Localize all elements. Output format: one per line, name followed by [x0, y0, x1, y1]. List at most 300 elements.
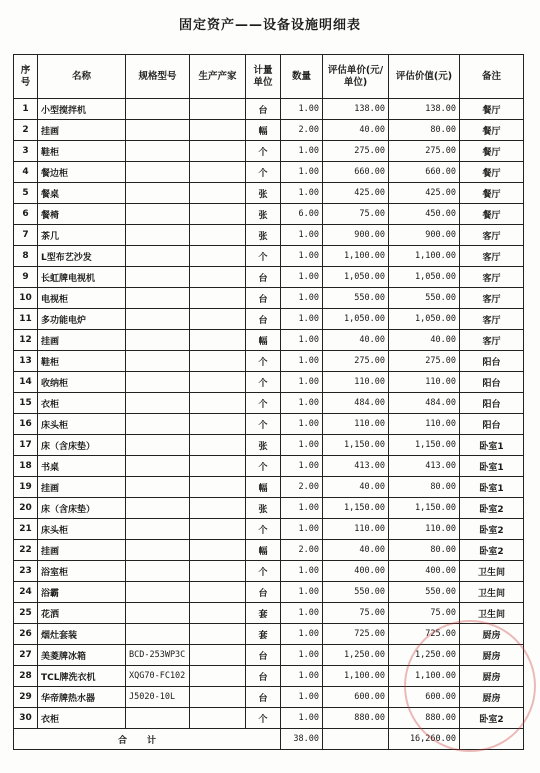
- cell-unit: 套: [246, 603, 281, 624]
- cell-unit-price: 1,150.00: [323, 498, 389, 519]
- cell-remark: 阳台: [460, 351, 524, 372]
- cell-unit: 幅: [246, 120, 281, 141]
- cell-value: 900.00: [389, 225, 460, 246]
- cell-remark: 客厅: [460, 330, 524, 351]
- cell-spec: [126, 162, 190, 183]
- cell-maker: [190, 435, 246, 456]
- cell-remark: 厨房: [460, 645, 524, 666]
- cell-name: 床（含床垫）: [38, 498, 126, 519]
- cell-remark: 卧室1: [460, 435, 524, 456]
- cell-no: 18: [14, 456, 38, 477]
- table-row: [14, 603, 524, 624]
- cell-unit-price: 413.00: [323, 456, 389, 477]
- cell-maker: [190, 309, 246, 330]
- cell-qty: 1.00: [281, 414, 323, 435]
- cell-unit-price: 425.00: [323, 183, 389, 204]
- cell-qty: 6.00: [281, 204, 323, 225]
- cell-no: 5: [14, 183, 38, 204]
- cell-spec: [126, 435, 190, 456]
- cell-spec: XQG70-FC102: [126, 666, 190, 687]
- cell-unit-price: 40.00: [323, 477, 389, 498]
- cell-qty: 1.00: [281, 687, 323, 708]
- cell-name: 衣柜: [38, 393, 126, 414]
- cell-value: 110.00: [389, 372, 460, 393]
- table-row: [14, 225, 524, 246]
- cell-no: 21: [14, 519, 38, 540]
- cell-name: 浴室柜: [38, 561, 126, 582]
- cell-remark: 客厅: [460, 267, 524, 288]
- cell-no: 3: [14, 141, 38, 162]
- cell-name: 餐桌: [38, 183, 126, 204]
- cell-unit: 台: [246, 645, 281, 666]
- cell-remark: 餐厅: [460, 141, 524, 162]
- table-header-row: [14, 55, 524, 99]
- cell-no: 19: [14, 477, 38, 498]
- table-row: [14, 498, 524, 519]
- cell-unit: 张: [246, 183, 281, 204]
- cell-qty: 1.00: [281, 393, 323, 414]
- cell-spec: [126, 519, 190, 540]
- cell-maker: [190, 414, 246, 435]
- cell-maker: [190, 666, 246, 687]
- header-maker: 生产产家: [190, 55, 246, 99]
- cell-value: 275.00: [389, 141, 460, 162]
- cell-value: 450.00: [389, 204, 460, 225]
- cell-qty: 1.00: [281, 330, 323, 351]
- cell-qty: 2.00: [281, 120, 323, 141]
- cell-unit-price: 1,150.00: [323, 435, 389, 456]
- cell-unit-price: 275.00: [323, 141, 389, 162]
- cell-maker: [190, 120, 246, 141]
- cell-value: 80.00: [389, 477, 460, 498]
- cell-remark: 餐厅: [460, 204, 524, 225]
- cell-unit: 个: [246, 519, 281, 540]
- cell-unit: 台: [246, 267, 281, 288]
- cell-value: 600.00: [389, 687, 460, 708]
- cell-unit: 个: [246, 162, 281, 183]
- cell-qty: 1.00: [281, 246, 323, 267]
- table-row: [14, 372, 524, 393]
- cell-unit: 台: [246, 687, 281, 708]
- table-row: [14, 99, 524, 120]
- cell-value: 138.00: [389, 99, 460, 120]
- cell-unit-price: 40.00: [323, 330, 389, 351]
- cell-maker: [190, 603, 246, 624]
- table-row: [14, 624, 524, 645]
- cell-remark: 卫生间: [460, 561, 524, 582]
- cell-unit-price: 880.00: [323, 708, 389, 729]
- cell-maker: [190, 393, 246, 414]
- cell-spec: [126, 393, 190, 414]
- cell-maker: [190, 246, 246, 267]
- cell-spec: [126, 477, 190, 498]
- cell-spec: [126, 99, 190, 120]
- table-row: [14, 666, 524, 687]
- cell-no: 22: [14, 540, 38, 561]
- table-row: [14, 351, 524, 372]
- table-row: [14, 519, 524, 540]
- table-row: [14, 582, 524, 603]
- cell-unit-price: 75.00: [323, 603, 389, 624]
- cell-qty: 1.00: [281, 309, 323, 330]
- cell-unit-price: 40.00: [323, 540, 389, 561]
- table-row: [14, 183, 524, 204]
- cell-spec: [126, 267, 190, 288]
- cell-maker: [190, 351, 246, 372]
- cell-maker: [190, 141, 246, 162]
- table-row: [14, 435, 524, 456]
- cell-name: 华帝牌热水器: [38, 687, 126, 708]
- cell-no: 15: [14, 393, 38, 414]
- cell-spec: [126, 288, 190, 309]
- header-no: 序号: [14, 55, 38, 99]
- cell-spec: [126, 456, 190, 477]
- cell-name: 小型搅拌机: [38, 99, 126, 120]
- total-price-cell: [323, 729, 389, 750]
- cell-value: 1,250.00: [389, 645, 460, 666]
- cell-unit-price: 110.00: [323, 414, 389, 435]
- cell-value: 550.00: [389, 288, 460, 309]
- cell-value: 1,050.00: [389, 309, 460, 330]
- cell-no: 24: [14, 582, 38, 603]
- cell-value: 75.00: [389, 603, 460, 624]
- cell-unit: 套: [246, 624, 281, 645]
- cell-unit: 张: [246, 498, 281, 519]
- cell-no: 8: [14, 246, 38, 267]
- cell-unit: 台: [246, 309, 281, 330]
- cell-maker: [190, 540, 246, 561]
- cell-value: 275.00: [389, 351, 460, 372]
- cell-no: 17: [14, 435, 38, 456]
- cell-qty: 1.00: [281, 519, 323, 540]
- cell-unit: 个: [246, 351, 281, 372]
- cell-spec: [126, 225, 190, 246]
- cell-remark: 客厅: [460, 225, 524, 246]
- cell-qty: 1.00: [281, 498, 323, 519]
- cell-unit-price: 1,050.00: [323, 267, 389, 288]
- cell-unit-price: 550.00: [323, 288, 389, 309]
- cell-remark: 卫生间: [460, 603, 524, 624]
- table-row: [14, 120, 524, 141]
- cell-spec: [126, 372, 190, 393]
- table-body: [14, 99, 524, 729]
- table-row: [14, 561, 524, 582]
- total-row: [14, 729, 524, 750]
- cell-spec: [126, 141, 190, 162]
- cell-no: 10: [14, 288, 38, 309]
- cell-name: 床头柜: [38, 414, 126, 435]
- cell-value: 80.00: [389, 120, 460, 141]
- cell-name: 美菱牌冰箱: [38, 645, 126, 666]
- cell-unit-price: 660.00: [323, 162, 389, 183]
- cell-unit-price: 900.00: [323, 225, 389, 246]
- cell-value: 1,150.00: [389, 435, 460, 456]
- cell-no: 1: [14, 99, 38, 120]
- header-unit-price: 评估单价(元/单位): [323, 55, 389, 99]
- cell-qty: 1.00: [281, 267, 323, 288]
- cell-value: 425.00: [389, 183, 460, 204]
- cell-unit: 台: [246, 666, 281, 687]
- cell-qty: 1.00: [281, 603, 323, 624]
- cell-name: 电视柜: [38, 288, 126, 309]
- cell-name: 餐边柜: [38, 162, 126, 183]
- cell-remark: 厨房: [460, 624, 524, 645]
- table-row: [14, 414, 524, 435]
- cell-name: 床头柜: [38, 519, 126, 540]
- cell-unit: 个: [246, 414, 281, 435]
- table-row: [14, 309, 524, 330]
- cell-spec: BCD-253WP3C: [126, 645, 190, 666]
- header-unit: 计量单位: [246, 55, 281, 99]
- cell-qty: 1.00: [281, 351, 323, 372]
- total-value: 16,260.00: [389, 729, 460, 750]
- cell-maker: [190, 582, 246, 603]
- cell-no: 9: [14, 267, 38, 288]
- cell-spec: [126, 309, 190, 330]
- cell-name: 书桌: [38, 456, 126, 477]
- cell-name: 花洒: [38, 603, 126, 624]
- cell-unit: 台: [246, 582, 281, 603]
- cell-spec: [126, 708, 190, 729]
- cell-name: 茶几: [38, 225, 126, 246]
- cell-qty: 1.00: [281, 225, 323, 246]
- cell-maker: [190, 645, 246, 666]
- cell-value: 550.00: [389, 582, 460, 603]
- table-row: [14, 645, 524, 666]
- cell-value: 413.00: [389, 456, 460, 477]
- cell-name: 鞋柜: [38, 351, 126, 372]
- cell-remark: 餐厅: [460, 120, 524, 141]
- table-row: [14, 204, 524, 225]
- cell-remark: 卧室1: [460, 477, 524, 498]
- total-label: 合计: [14, 729, 281, 750]
- cell-remark: 餐厅: [460, 99, 524, 120]
- cell-name: TCL牌洗衣机: [38, 666, 126, 687]
- cell-maker: [190, 288, 246, 309]
- cell-spec: [126, 498, 190, 519]
- cell-qty: 1.00: [281, 456, 323, 477]
- cell-name: 床（含床垫）: [38, 435, 126, 456]
- cell-spec: [126, 120, 190, 141]
- cell-name: 收纳柜: [38, 372, 126, 393]
- cell-maker: [190, 183, 246, 204]
- cell-unit-price: 1,100.00: [323, 666, 389, 687]
- cell-no: 4: [14, 162, 38, 183]
- header-remark: 备注: [460, 55, 524, 99]
- cell-value: 110.00: [389, 519, 460, 540]
- cell-no: 29: [14, 687, 38, 708]
- cell-no: 26: [14, 624, 38, 645]
- cell-unit: 个: [246, 456, 281, 477]
- cell-value: 80.00: [389, 540, 460, 561]
- cell-remark: 卧室2: [460, 540, 524, 561]
- cell-remark: 阳台: [460, 393, 524, 414]
- cell-no: 11: [14, 309, 38, 330]
- cell-value: 40.00: [389, 330, 460, 351]
- cell-spec: [126, 183, 190, 204]
- table-row: [14, 141, 524, 162]
- cell-value: 1,100.00: [389, 666, 460, 687]
- cell-name: 挂画: [38, 477, 126, 498]
- cell-unit-price: 1,250.00: [323, 645, 389, 666]
- cell-unit-price: 138.00: [323, 99, 389, 120]
- cell-remark: 厨房: [460, 687, 524, 708]
- cell-qty: 1.00: [281, 666, 323, 687]
- cell-spec: [126, 351, 190, 372]
- cell-no: 16: [14, 414, 38, 435]
- cell-no: 12: [14, 330, 38, 351]
- cell-remark: 卫生间: [460, 582, 524, 603]
- cell-spec: [126, 540, 190, 561]
- cell-unit-price: 110.00: [323, 519, 389, 540]
- cell-maker: [190, 456, 246, 477]
- cell-maker: [190, 99, 246, 120]
- header-qty: 数量: [281, 55, 323, 99]
- cell-unit: 张: [246, 225, 281, 246]
- table-row: [14, 687, 524, 708]
- cell-maker: [190, 708, 246, 729]
- cell-unit: 幅: [246, 540, 281, 561]
- table-row: [14, 540, 524, 561]
- cell-unit-price: 40.00: [323, 120, 389, 141]
- cell-qty: 1.00: [281, 162, 323, 183]
- cell-spec: [126, 330, 190, 351]
- cell-qty: 2.00: [281, 540, 323, 561]
- total-remark-cell: [460, 729, 524, 750]
- cell-name: 挂画: [38, 540, 126, 561]
- cell-name: 多功能电炉: [38, 309, 126, 330]
- cell-remark: 卧室2: [460, 498, 524, 519]
- cell-unit-price: 110.00: [323, 372, 389, 393]
- cell-qty: 1.00: [281, 183, 323, 204]
- cell-name: 挂画: [38, 330, 126, 351]
- cell-value: 1,150.00: [389, 498, 460, 519]
- cell-remark: 卧室2: [460, 708, 524, 729]
- cell-no: 2: [14, 120, 38, 141]
- cell-name: 浴霸: [38, 582, 126, 603]
- cell-unit-price: 484.00: [323, 393, 389, 414]
- cell-spec: [126, 624, 190, 645]
- cell-qty: 1.00: [281, 141, 323, 162]
- cell-no: 30: [14, 708, 38, 729]
- cell-maker: [190, 624, 246, 645]
- cell-unit: 个: [246, 708, 281, 729]
- cell-maker: [190, 687, 246, 708]
- cell-unit: 个: [246, 372, 281, 393]
- cell-no: 25: [14, 603, 38, 624]
- cell-name: 挂画: [38, 120, 126, 141]
- cell-maker: [190, 204, 246, 225]
- cell-remark: 卧室1: [460, 456, 524, 477]
- table-row: [14, 267, 524, 288]
- cell-unit-price: 275.00: [323, 351, 389, 372]
- cell-remark: 餐厅: [460, 183, 524, 204]
- table-row: [14, 393, 524, 414]
- cell-qty: 1.00: [281, 372, 323, 393]
- cell-maker: [190, 162, 246, 183]
- cell-remark: 阳台: [460, 414, 524, 435]
- cell-maker: [190, 561, 246, 582]
- cell-maker: [190, 477, 246, 498]
- cell-spec: [126, 603, 190, 624]
- cell-no: 13: [14, 351, 38, 372]
- cell-unit: 个: [246, 141, 281, 162]
- cell-remark: 厨房: [460, 666, 524, 687]
- cell-qty: 1.00: [281, 645, 323, 666]
- cell-unit: 张: [246, 204, 281, 225]
- cell-name: L型布艺沙发: [38, 246, 126, 267]
- cell-unit-price: 550.00: [323, 582, 389, 603]
- cell-maker: [190, 519, 246, 540]
- cell-spec: J5020-10L: [126, 687, 190, 708]
- cell-name: 餐椅: [38, 204, 126, 225]
- cell-value: 400.00: [389, 561, 460, 582]
- cell-unit-price: 1,050.00: [323, 309, 389, 330]
- cell-remark: 客厅: [460, 309, 524, 330]
- cell-value: 725.00: [389, 624, 460, 645]
- cell-qty: 1.00: [281, 561, 323, 582]
- cell-qty: 1.00: [281, 435, 323, 456]
- table-row: [14, 708, 524, 729]
- cell-maker: [190, 225, 246, 246]
- table-row: [14, 330, 524, 351]
- cell-no: 14: [14, 372, 38, 393]
- cell-unit: 个: [246, 561, 281, 582]
- cell-remark: 阳台: [460, 372, 524, 393]
- cell-no: 27: [14, 645, 38, 666]
- cell-unit: 张: [246, 435, 281, 456]
- cell-unit-price: 725.00: [323, 624, 389, 645]
- cell-qty: 1.00: [281, 288, 323, 309]
- cell-maker: [190, 372, 246, 393]
- header-value: 评估价值(元): [389, 55, 460, 99]
- cell-name: 衣柜: [38, 708, 126, 729]
- page-title: 固定资产——设备设施明细表: [178, 18, 361, 33]
- cell-value: 1,100.00: [389, 246, 460, 267]
- cell-qty: 1.00: [281, 708, 323, 729]
- cell-spec: [126, 582, 190, 603]
- cell-spec: [126, 561, 190, 582]
- cell-remark: 客厅: [460, 288, 524, 309]
- cell-unit-price: 400.00: [323, 561, 389, 582]
- table-row: [14, 477, 524, 498]
- cell-spec: [126, 204, 190, 225]
- cell-value: 110.00: [389, 414, 460, 435]
- cell-remark: 餐厅: [460, 162, 524, 183]
- cell-unit: 个: [246, 393, 281, 414]
- cell-unit: 台: [246, 99, 281, 120]
- cell-no: 7: [14, 225, 38, 246]
- cell-unit-price: 600.00: [323, 687, 389, 708]
- header-spec: 规格型号: [126, 55, 190, 99]
- cell-qty: 1.00: [281, 582, 323, 603]
- cell-name: 鞋柜: [38, 141, 126, 162]
- table-row: [14, 246, 524, 267]
- cell-name: 烟灶套装: [38, 624, 126, 645]
- cell-unit: 幅: [246, 330, 281, 351]
- total-qty: 38.00: [281, 729, 323, 750]
- cell-maker: [190, 330, 246, 351]
- cell-maker: [190, 498, 246, 519]
- header-name: 名称: [38, 55, 126, 99]
- cell-no: 28: [14, 666, 38, 687]
- cell-remark: 客厅: [460, 246, 524, 267]
- cell-qty: 1.00: [281, 624, 323, 645]
- cell-qty: 1.00: [281, 99, 323, 120]
- cell-no: 6: [14, 204, 38, 225]
- cell-value: 484.00: [389, 393, 460, 414]
- asset-table: [13, 54, 524, 750]
